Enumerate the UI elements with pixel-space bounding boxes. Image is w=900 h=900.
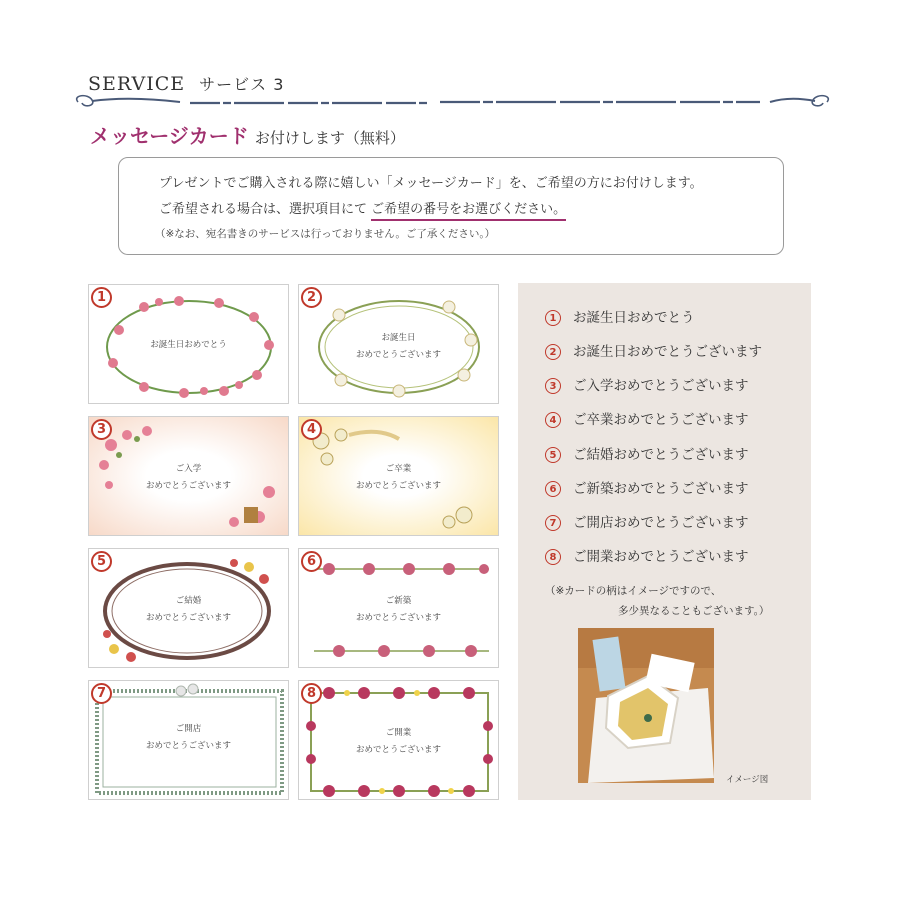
option-number: 3 [545,378,561,394]
card-1 [88,284,289,404]
card-8-line-1: ご開業 [385,728,412,738]
option-1 [545,306,695,326]
card-number-badge: 1 [91,287,112,308]
card-2 [298,284,499,404]
card-8 [298,680,499,800]
info-line-2-highlight: ご希望の番号をお選びください。 [371,202,566,221]
message-card-title-suffix: お付けします（無料） [254,129,405,147]
card-4-line-1: ご卒業 [385,464,412,474]
option-label: お誕生日おめでとうございます [573,344,762,360]
card-2-line-2: おめでとうございます [355,350,441,360]
option-7 [545,511,749,531]
option-number: 7 [545,515,561,531]
sample-photo [578,628,714,783]
ornament-divider [70,92,835,112]
option-number: 4 [545,412,561,428]
option-number: 1 [545,310,561,326]
option-label: ご開店おめでとうございます [573,515,749,531]
card-3-line-2: おめでとうございます [145,481,231,491]
info-line-2-prefix: ご希望される場合は、選択項目にて [159,202,368,217]
photo-caption: イメージ図 [726,775,769,785]
option-number: 6 [545,481,561,497]
option-label: お誕生日おめでとう [573,310,695,326]
card-number-badge: 2 [301,287,322,308]
note-line-2: 多少異なることもございます。） [618,605,770,617]
option-number: 2 [545,344,561,360]
option-6 [545,477,749,497]
card-5-line-1: ご結婚 [175,596,202,606]
info-line-2 [159,198,566,217]
card-1-text: お誕生日おめでとう [150,340,227,350]
card-number-badge: 7 [91,683,112,704]
card-number-badge: 6 [301,551,322,572]
note-line-1: （※カードの柄はイメージですので、 [545,585,722,597]
info-line-3: （※なお、宛名書きのサービスは行っておりません。ご了承ください。） [155,228,496,240]
option-label: ご開業おめでとうございます [573,549,749,565]
card-7-line-1: ご開店 [175,724,202,734]
option-4 [545,408,749,428]
card-number-badge: 3 [91,419,112,440]
gift-box-photo-icon [578,628,714,783]
option-label: ご結婚おめでとうございます [573,447,749,463]
card-number-badge: 5 [91,551,112,572]
card-4 [298,416,499,536]
message-card-heading [90,120,405,149]
info-line-1: プレゼントでご購入される際に嬉しい「メッセージカード」を、ご希望の方にお付けします。 [159,176,703,191]
option-label: ご卒業おめでとうございます [573,412,749,428]
service-title: SERVICE [88,73,186,95]
card-7 [88,680,289,800]
card-2-line-1: お誕生日 [381,333,416,343]
option-3 [545,374,749,394]
option-number: 5 [545,447,561,463]
option-5 [545,443,749,463]
card-3 [88,416,289,536]
info-box [118,157,784,255]
card-5-line-2: おめでとうございます [145,613,231,623]
option-label: ご入学おめでとうございます [573,378,749,394]
card-4-line-2: おめでとうございます [355,481,441,491]
card-5 [88,548,289,668]
card-8-line-2: おめでとうございます [355,745,441,755]
card-6-line-2: おめでとうございます [355,613,441,623]
option-number: 8 [545,549,561,565]
message-card-title: メッセージカード [90,124,249,148]
option-label: ご新築おめでとうございます [573,481,749,497]
service-subtitle: サービス 3 [199,75,285,94]
card-number-badge: 8 [301,683,322,704]
card-6 [298,548,499,668]
option-8 [545,545,749,565]
option-2 [545,340,762,360]
card-3-line-1: ご入学 [175,464,202,474]
card-7-line-2: おめでとうございます [145,741,231,751]
options-panel [518,283,811,800]
card-number-badge: 4 [301,419,322,440]
card-6-line-1: ご新築 [385,596,412,606]
